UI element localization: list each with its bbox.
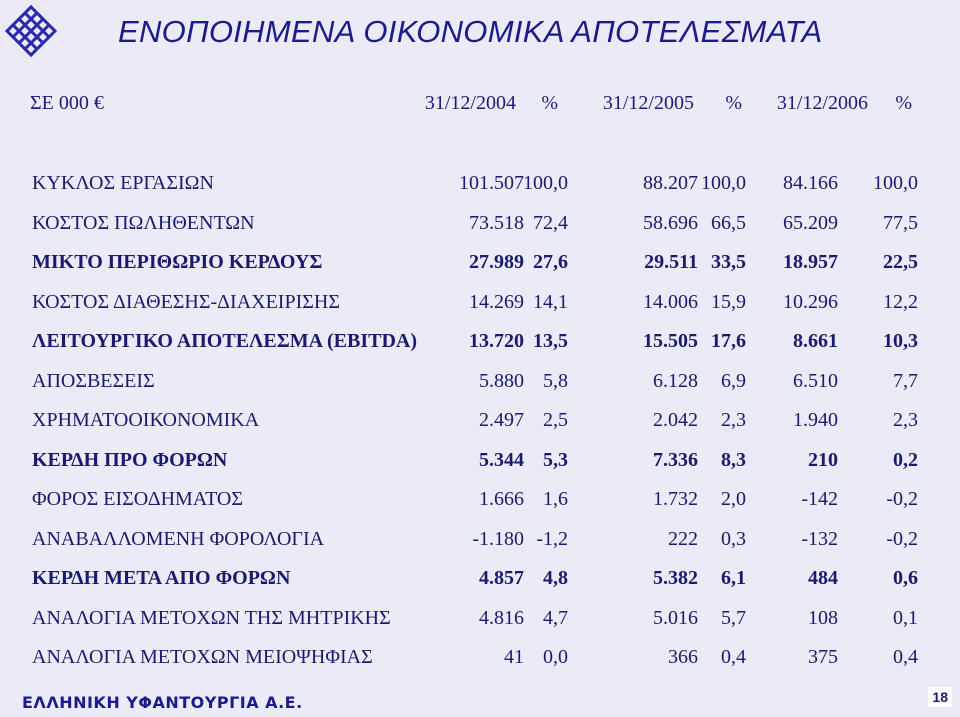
row-value: 1.666 xyxy=(479,488,524,510)
table-row xyxy=(0,482,960,516)
table-row xyxy=(0,206,960,240)
row-value: 13,5 xyxy=(533,330,568,352)
row-value: 27.989 xyxy=(469,251,524,273)
row-label: ΚΟΣΤΟΣ ΠΩΛΗΘΕΝΤΩΝ xyxy=(32,212,255,234)
row-label: ΑΝΑΒΑΛΛΟΜΕΝΗ ΦΟΡΟΛΟΓΙΑ xyxy=(32,528,325,550)
row-value: 17,6 xyxy=(711,330,746,352)
row-value: 5,8 xyxy=(543,370,568,392)
table-row xyxy=(0,640,960,674)
row-label: ΑΝΑΛΟΓΙΑ ΜΕΤΟΧΩΝ ΤΗΣ ΜΗΤΡΙΚΗΣ xyxy=(32,607,391,629)
company-logo-icon xyxy=(5,5,57,57)
row-value: 5.880 xyxy=(479,370,524,392)
row-label: ΚΕΡΔΗ ΠΡΟ ΦΟΡΩΝ xyxy=(32,449,228,471)
unit-label: ΣΕ 000 € xyxy=(30,92,104,114)
row-value: 2.042 xyxy=(653,409,698,431)
row-value: -0,2 xyxy=(886,528,918,550)
row-value: -1.180 xyxy=(472,528,524,550)
row-value: 100,0 xyxy=(873,172,918,194)
row-value: 14.269 xyxy=(469,291,524,313)
row-value: 6.510 xyxy=(793,370,838,392)
row-label: ΦΟΡΟΣ ΕΙΣΟΔΗΜΑΤΟΣ xyxy=(32,488,244,510)
row-value: 88.207 xyxy=(643,172,698,194)
row-value: 33,5 xyxy=(711,251,746,273)
table-row xyxy=(0,324,960,358)
row-value: 4,8 xyxy=(543,567,568,589)
row-value: 0,3 xyxy=(721,528,746,550)
row-value: -132 xyxy=(801,528,838,550)
row-value: 5,7 xyxy=(721,607,746,629)
row-value: 2,5 xyxy=(543,409,568,431)
row-value: -1,2 xyxy=(536,528,568,550)
row-value: 15.505 xyxy=(643,330,698,352)
row-label: ΚΟΣΤΟΣ ΔΙΑΘΕΣΗΣ-ΔΙΑΧΕΙΡΙΣΗΣ xyxy=(32,291,340,313)
row-value: 100,0 xyxy=(701,172,746,194)
table-row xyxy=(0,245,960,279)
row-value: 222 xyxy=(668,528,698,550)
table-row xyxy=(0,443,960,477)
row-label: ΚΥΚΛΟΣ ΕΡΓΑΣΙΩΝ xyxy=(32,172,214,194)
row-value: 5.016 xyxy=(653,607,698,629)
row-value: 27,6 xyxy=(533,251,568,273)
row-value: 100,0 xyxy=(523,172,568,194)
row-value: 6.128 xyxy=(653,370,698,392)
table-row xyxy=(0,166,960,200)
row-value: -0,2 xyxy=(886,488,918,510)
row-value: 2.497 xyxy=(479,409,524,431)
row-value: 1.940 xyxy=(793,409,838,431)
row-value: 0,0 xyxy=(543,646,568,668)
table-row xyxy=(0,601,960,635)
row-value: 41 xyxy=(504,646,524,668)
row-label: ΑΝΑΛΟΓΙΑ ΜΕΤΟΧΩΝ ΜΕΙΟΨΗΦΙΑΣ xyxy=(32,646,373,668)
row-value: 4.816 xyxy=(479,607,524,629)
row-value: 29.511 xyxy=(644,251,698,273)
row-value: 10,3 xyxy=(883,330,918,352)
row-value: 1.732 xyxy=(653,488,698,510)
page-title: ΕΝΟΠΟΙΗΜΕΝΑ ΟΙΚΟΝΟΜΙΚΑ ΑΠΟΤΕΛΕΣΜΑΤΑ xyxy=(118,14,823,49)
row-value: 12,2 xyxy=(883,291,918,313)
header-pct-2006: % xyxy=(895,92,912,114)
row-value: 210 xyxy=(808,449,838,471)
row-value: 7,7 xyxy=(893,370,918,392)
row-value: 15,9 xyxy=(711,291,746,313)
row-value: 5.344 xyxy=(479,449,524,471)
row-label: ΛΕΙΤΟΥΡΓΙΚΟ ΑΠΟΤΕΛΕΣΜΑ (EBITDA) xyxy=(32,330,418,352)
header-col-2005: 31/12/2005 xyxy=(602,92,694,114)
row-value: 72,4 xyxy=(533,212,568,234)
page-number: 18 xyxy=(928,687,952,707)
row-value: 22,5 xyxy=(883,251,918,273)
row-value: 7.336 xyxy=(653,449,698,471)
row-value: 375 xyxy=(808,646,838,668)
row-value: 2,3 xyxy=(721,409,746,431)
row-value: 8,3 xyxy=(721,449,746,471)
row-value: 366 xyxy=(668,646,698,668)
row-label: ΧΡΗΜΑΤΟΟΙΚΟΝΟΜΙΚΑ xyxy=(32,409,260,431)
row-value: 0,4 xyxy=(721,646,746,668)
row-value: 77,5 xyxy=(883,212,918,234)
row-value: 1,6 xyxy=(543,488,568,510)
row-value: 4,7 xyxy=(543,607,568,629)
row-value: 73.518 xyxy=(469,212,524,234)
row-value: 6,1 xyxy=(721,567,746,589)
row-value: 8.661 xyxy=(793,330,838,352)
row-label: ΜΙΚΤΟ ΠΕΡΙΘΩΡΙΟ ΚΕΡΔΟΥΣ xyxy=(32,251,323,273)
row-value: 0,1 xyxy=(893,607,918,629)
row-value: 108 xyxy=(808,607,838,629)
header-pct-2004: % xyxy=(541,92,558,114)
row-value: 0,4 xyxy=(893,646,918,668)
header-pct-2005: % xyxy=(725,92,742,114)
row-value: 10.296 xyxy=(783,291,838,313)
header-col-2004: 31/12/2004 xyxy=(424,92,516,114)
company-name: ΕΛΛΗΝΙΚΗ ΥΦΑΝΤΟΥΡΓΙΑ Α.Ε. xyxy=(22,693,303,712)
row-value: 58.696 xyxy=(643,212,698,234)
row-value: 2,3 xyxy=(893,409,918,431)
row-label: ΚΕΡΔΗ ΜΕΤΑ ΑΠΟ ΦΟΡΩΝ xyxy=(32,567,291,589)
table-row xyxy=(0,403,960,437)
row-value: 65.209 xyxy=(783,212,838,234)
row-value: 14.006 xyxy=(643,291,698,313)
row-value: 66,5 xyxy=(711,212,746,234)
row-value: 0,2 xyxy=(893,449,918,471)
row-value: 5,3 xyxy=(543,449,568,471)
row-value: 0,6 xyxy=(893,567,918,589)
row-value: 18.957 xyxy=(783,251,838,273)
table-row xyxy=(0,364,960,398)
table-row xyxy=(0,522,960,556)
row-value: 84.166 xyxy=(783,172,838,194)
row-value: 13.720 xyxy=(469,330,524,352)
table-row xyxy=(0,285,960,319)
row-value: 5.382 xyxy=(653,567,698,589)
header-col-2006: 31/12/2006 xyxy=(776,92,868,114)
row-value: 484 xyxy=(808,567,838,589)
row-value: -142 xyxy=(801,488,838,510)
table-row xyxy=(0,561,960,595)
row-value: 4.857 xyxy=(479,567,524,589)
row-value: 14,1 xyxy=(533,291,568,313)
row-label: ΑΠΟΣΒΕΣΕΙΣ xyxy=(32,370,155,392)
row-value: 101.507 xyxy=(459,172,524,194)
row-value: 2,0 xyxy=(721,488,746,510)
row-value: 6,9 xyxy=(721,370,746,392)
